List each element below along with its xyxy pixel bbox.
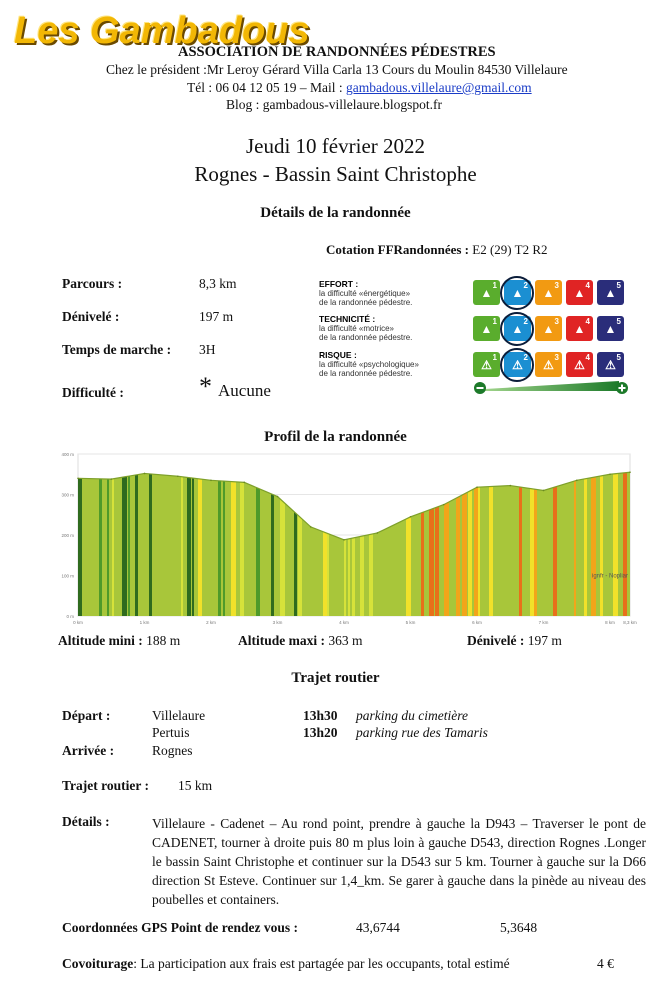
x-tick-label: 8 km [605, 620, 615, 625]
profile-denivele: Dénivelé : 197 m [467, 633, 562, 648]
email-link[interactable]: gambadous.villelaure@gmail.com [346, 80, 532, 95]
depart-time-2: 13h20 [303, 725, 338, 740]
cotation-value: E2 (29) T2 R2 [472, 242, 548, 257]
arrivee-value: Rognes [152, 743, 193, 758]
altitude-mini: Altitude mini : 188 m [58, 633, 181, 648]
profile-point [443, 504, 445, 506]
phone-text: Tél : 06 04 12 05 19 – Mail : [187, 80, 346, 95]
gps-longitude: 5,3648 [500, 920, 538, 935]
level-5-pictogram: ▲ $^5$ [597, 316, 624, 341]
elevation-profile-chart [48, 450, 638, 630]
level-3-pictogram: ▲ $^3$ [535, 280, 562, 305]
gps-label: Coordonnées GPS Point de rendez vous : [62, 920, 299, 935]
altitude-maxi: Altitude maxi : 363 m [238, 633, 363, 648]
level-2-pictogram: ▲ $^2$ [504, 316, 531, 341]
level-2-pictogram: ⚠ $^2$ [504, 352, 531, 377]
profile-point [543, 490, 545, 492]
slope-stripe [591, 454, 596, 616]
depart-place-1: parking du cimetière [356, 708, 468, 723]
profile-point [210, 480, 212, 482]
level-1-pictogram: ⚠ $^1$ [473, 352, 500, 377]
trajet-routier-value: 15 km [178, 778, 213, 793]
x-tick-label: 7 km [538, 620, 549, 625]
x-tick-label: 1 km [139, 620, 150, 625]
x-tick-label: 2 km [206, 620, 216, 625]
x-tick-label: 4 km [339, 620, 349, 625]
gps-latitude: 43,6744 [356, 920, 400, 935]
trajet-heading: Trajet routier [291, 670, 380, 686]
covoiturage-label: Covoiturage [62, 956, 134, 971]
slope-stripe [181, 454, 183, 616]
risque-description: RISQUE : la difficulté «psychologique» de la randonnée pédestre. [319, 350, 419, 378]
level-3-pictogram: ▲ $^3$ [535, 316, 562, 341]
association-logo: Les Gambadous [14, 10, 310, 52]
technicite-description: TECHNICITÉ : la difficulté «motrice» de la randonnée pédestre. [319, 314, 413, 342]
profile-point [629, 471, 631, 473]
profile-point [110, 478, 112, 480]
parcours-label: Parcours : [62, 276, 123, 291]
slope-stripe [623, 454, 627, 616]
depart-town-1: Villelaure [152, 708, 206, 723]
profile-point [343, 539, 345, 541]
itinerary-details: Villelaure - Cadenet – Au rond point, prendre à gauche la D943 – Traverser le pont de CADENET, tourner à droite puis 80 m plus loin à gauche D543, direction Rognes .Longer le bassin Saint Christophe et continuer sur la D543 sur 5 km. Tourner à gauche sur la D66 direction St Esteve. Continuer sur 1,4_km. Se garer à gauche dans la pinède au niveau des poubelles et containers. [152, 816, 646, 907]
technicite-selected-marker [500, 312, 534, 346]
profile-point [177, 475, 179, 477]
y-tick-label: 0 m [66, 614, 74, 619]
difficulty-scale-bar [473, 380, 629, 396]
y-tick-label: 300 m [61, 492, 74, 498]
x-tick-label: 6 km [472, 620, 482, 625]
level-5-pictogram: ⚠ $^5$ [597, 352, 624, 377]
profile-point [410, 516, 412, 518]
difficulte-label: Difficulté : [62, 385, 124, 400]
effort-description: EFFORT : la difficulté «énergétique» de la randonnée pédestre. [319, 279, 413, 307]
depart-town-2: Pertuis [152, 725, 190, 740]
depart-time-1: 13h30 [303, 708, 338, 723]
cotation-line [326, 242, 548, 258]
association-name: ASSOCIATION DE RANDONNÉES PÉDESTRES [178, 44, 496, 60]
x-tick-label: 5 km [405, 620, 416, 625]
trajet-routier-label: Trajet routier : [62, 778, 149, 793]
y-tick-label: 100 m [61, 573, 74, 579]
difficulte-star: * [199, 372, 212, 401]
slope-stripe [149, 454, 152, 616]
slope-stripe [600, 454, 603, 616]
covoiturage-value: 4 € [597, 956, 614, 971]
cotation-label: Cotation FFRandonnées : [326, 242, 470, 257]
level-4-pictogram: ⚠ $^4$ [566, 352, 593, 377]
chart-watermark: ignfr - Nopliar [591, 573, 628, 580]
profile-point [277, 496, 279, 498]
profile-point [576, 480, 578, 482]
y-tick-label: 400 m [61, 452, 74, 457]
parcours-value: 8,3 km [199, 276, 237, 291]
level-2-pictogram: ▲ $^2$ [504, 280, 531, 305]
level-4-pictogram: ▲ $^4$ [566, 280, 593, 305]
arrivee-label: Arrivée : [62, 743, 115, 758]
slope-stripe [613, 454, 618, 616]
profile-point [77, 478, 79, 480]
profile-point [476, 486, 478, 488]
denivele-label: Dénivelé : [62, 309, 120, 324]
level-1-pictogram: ▲ $^1$ [473, 280, 500, 305]
temps-label: Temps de marche : [62, 342, 172, 357]
depart-place-2: parking rue des Tamaris [356, 725, 488, 740]
effort-selected-marker [500, 276, 534, 310]
technicite-pictograms [473, 316, 624, 341]
profile-point [310, 526, 312, 528]
blog-line: Blog : gambadous-villelaure.blogspot.fr [226, 97, 442, 112]
slope-stripe [122, 454, 127, 616]
profile-point [509, 485, 511, 487]
slope-stripe [128, 454, 130, 616]
covoiturage-line [62, 956, 510, 972]
denivele-value: 197 m [199, 309, 234, 324]
level-3-pictogram: ⚠ $^3$ [535, 352, 562, 377]
risque-selected-marker [500, 348, 534, 382]
difficulte-value: Aucune [218, 381, 271, 400]
event-place: Rognes - Bassin Saint Christophe [194, 162, 477, 186]
contact-line [187, 80, 532, 96]
x-tick-label: 3 km [272, 620, 283, 625]
profile-heading: Profil de la randonnée [264, 429, 407, 445]
president-address: Chez le président :Mr Leroy Gérard Villa Carla 13 Cours du Moulin 84530 Villelaure [106, 62, 568, 77]
x-tick-label: 8,3 km [623, 620, 637, 625]
details-label: Détails : [62, 814, 110, 829]
profile-point [609, 473, 611, 475]
depart-label: Départ : [62, 708, 111, 723]
risque-pictograms [473, 352, 624, 377]
y-tick-label: 200 m [61, 533, 74, 538]
effort-pictograms [473, 280, 624, 305]
details-heading: Détails de la randonnée [260, 205, 411, 221]
level-5-pictogram: ▲ $^5$ [597, 280, 624, 305]
event-date: Jeudi 10 février 2022 [245, 134, 426, 158]
profile-point [376, 532, 378, 534]
profile-point [243, 482, 245, 484]
temps-value: 3H [199, 342, 216, 357]
slope-stripe [135, 454, 138, 616]
level-4-pictogram: ▲ $^4$ [566, 316, 593, 341]
level-1-pictogram: ▲ $^1$ [473, 316, 500, 341]
profile-point [144, 473, 146, 475]
covoiturage-text: : La participation aux frais est partagée par les occupants, total estimé [133, 956, 510, 971]
x-tick-label: 0 km [73, 620, 83, 625]
